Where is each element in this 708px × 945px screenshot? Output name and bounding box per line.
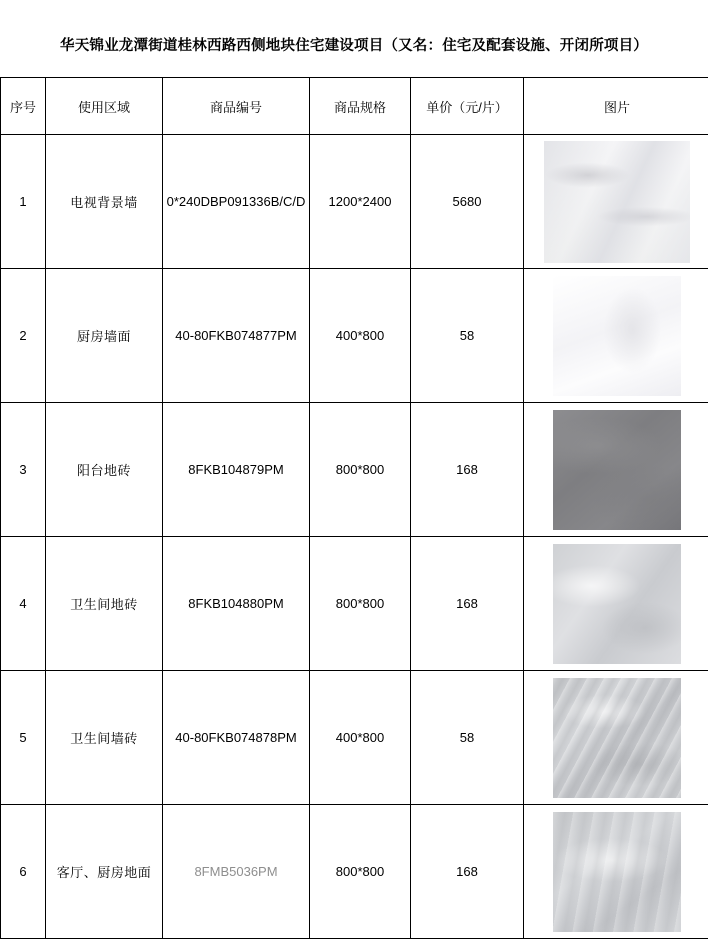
table-row: [1, 403, 708, 537]
cell-code: 40-80FKB074877PM: [163, 269, 310, 403]
cell-seq: 4: [1, 537, 46, 671]
column-header-area: 使用区域: [46, 78, 163, 135]
cell-area: 客厅、厨房地面: [46, 805, 163, 939]
cell-spec: 400*800: [310, 269, 411, 403]
cell-price: 5680: [411, 135, 524, 269]
light-grey-tile-swatch: [553, 544, 681, 664]
cell-price: 58: [411, 269, 524, 403]
column-header-image: 图片: [524, 78, 708, 135]
cell-seq: 2: [1, 269, 46, 403]
cell-code: 0*240DBP091336B/C/D: [163, 135, 310, 269]
column-header-price: 单价（元/片）: [411, 78, 524, 135]
dark-grey-tile-swatch: [553, 410, 681, 530]
column-header-code: 商品编号: [163, 78, 310, 135]
table-body: [1, 135, 708, 939]
marble-white-veined-swatch: [544, 141, 690, 263]
cell-price: 168: [411, 403, 524, 537]
table-row: [1, 671, 708, 805]
grey-floor-tile-swatch: [553, 812, 681, 932]
table-row: [1, 537, 708, 671]
cell-seq: 1: [1, 135, 46, 269]
cell-price: 168: [411, 805, 524, 939]
table-row: [1, 135, 708, 269]
cell-spec: 1200*2400: [310, 135, 411, 269]
material-spec-table: [0, 77, 708, 939]
cell-image: [524, 403, 708, 537]
cell-price: 168: [411, 537, 524, 671]
cell-image: [524, 805, 708, 939]
column-header-spec: 商品规格: [310, 78, 411, 135]
cell-spec: 800*800: [310, 403, 411, 537]
table-header-row: [1, 78, 708, 135]
cell-price: 58: [411, 671, 524, 805]
table-row: [1, 269, 708, 403]
cell-area: 阳台地砖: [46, 403, 163, 537]
cell-spec: 400*800: [310, 671, 411, 805]
cell-image: [524, 269, 708, 403]
cell-area: 卫生间地砖: [46, 537, 163, 671]
cell-spec: 800*800: [310, 537, 411, 671]
column-header-seq: 序号: [1, 78, 46, 135]
cell-code: 40-80FKB074878PM: [163, 671, 310, 805]
cell-image: [524, 135, 708, 269]
cell-seq: 5: [1, 671, 46, 805]
marble-pure-white-swatch: [553, 276, 681, 396]
cell-code: 8FMB5036PM: [163, 805, 310, 939]
cell-image: [524, 537, 708, 671]
cell-area: 电视背景墙: [46, 135, 163, 269]
grey-marble-wall-tile-swatch: [553, 678, 681, 798]
cell-spec: 800*800: [310, 805, 411, 939]
cell-area: 厨房墙面: [46, 269, 163, 403]
table-row: [1, 805, 708, 939]
page-title: 华天锦业龙潭街道桂林西路西侧地块住宅建设项目（又名：住宅及配套设施、开闭所项目）: [60, 38, 648, 54]
cell-seq: 3: [1, 403, 46, 537]
cell-seq: 6: [1, 805, 46, 939]
table-header: [1, 78, 708, 135]
cell-code: 8FKB104880PM: [163, 537, 310, 671]
cell-code: 8FKB104879PM: [163, 403, 310, 537]
cell-area: 卫生间墙砖: [46, 671, 163, 805]
cell-image: [524, 671, 708, 805]
